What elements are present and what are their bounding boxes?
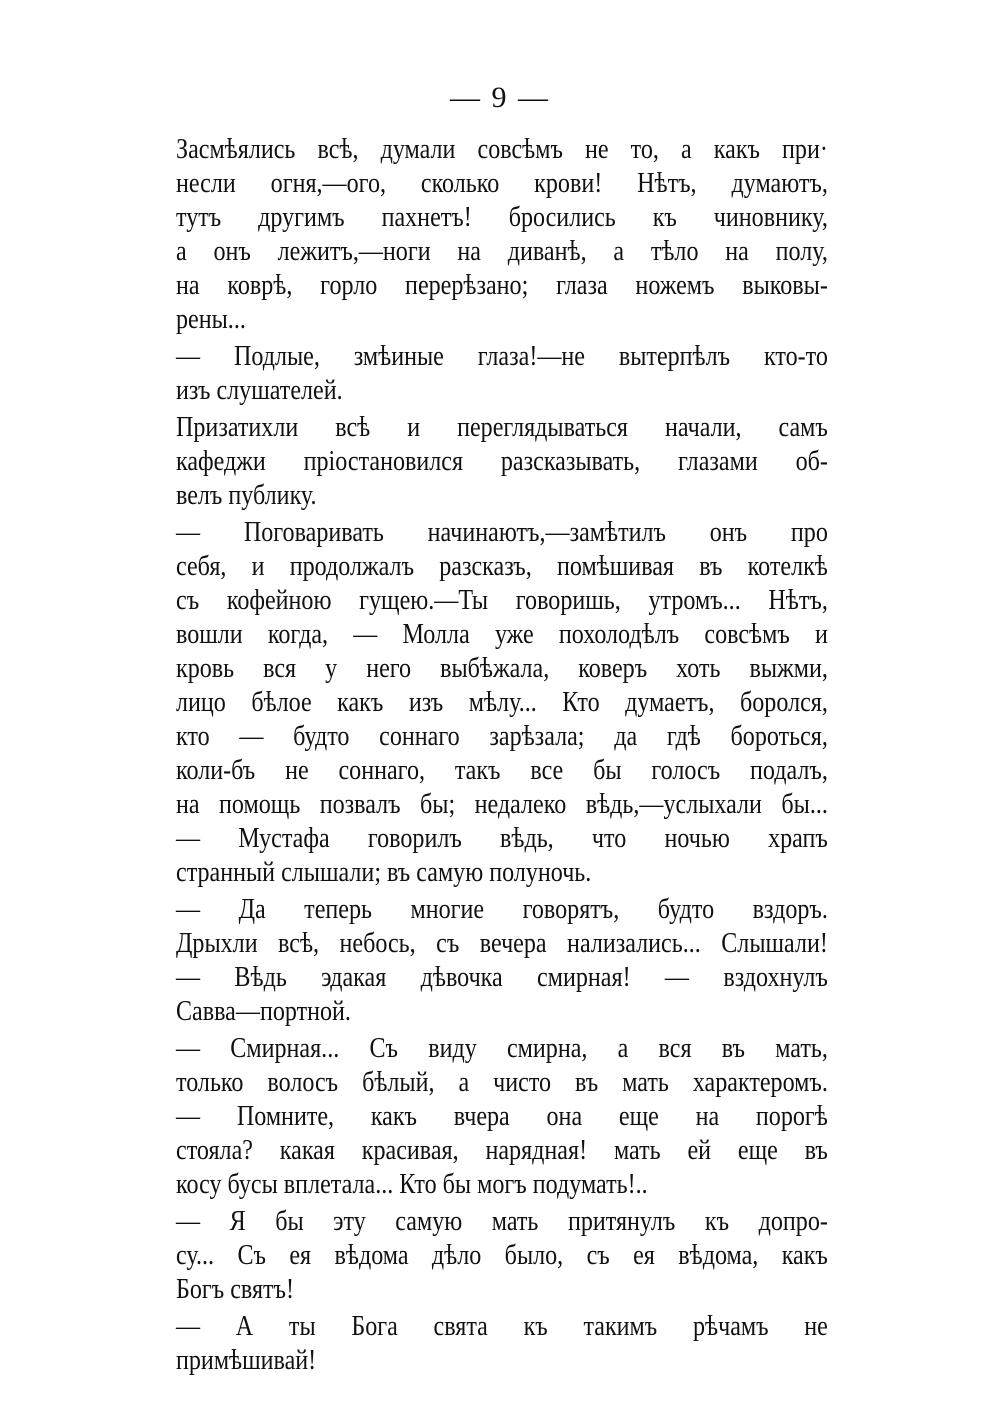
text-line: изъ слушателей. [176,375,343,406]
text-line: съ кофейною гущею.—Ты говоришь, утромъ... Нѣтъ, [176,585,828,616]
text-line: коли-бъ не соннаго, такъ все бы голосъ подалъ, [176,755,828,786]
text-line: — Помните, какъ вчера она еще на порогѣ [176,1101,828,1132]
text-line: Богъ святъ! [176,1274,295,1305]
text-line: рены... [176,304,246,335]
text-line: на коврѣ, горло перерѣзано; глаза ножемъ выковы- [176,270,828,301]
text-line: а онъ лежитъ,—ноги на диванѣ, а тѣло на полу, [176,236,828,267]
text-line: вошли когда, — Молла уже похолодѣлъ совсѣмъ и [176,619,828,650]
page-number: — 9 — [450,81,550,114]
text-line: — Смирная... Съ виду смирна, а вся въ мать, [176,1033,828,1064]
text-line: — Да теперь многие говорятъ, будто вздоръ. [176,894,828,925]
text-line: Призатихли всѣ и переглядываться начали, самъ [176,412,828,443]
text-line: — Поговаривать начинаютъ,—замѣтилъ онъ про [176,517,828,548]
text-line: кафеджи пріостановился разсказывать, глазами об- [176,446,828,477]
text-line: странный слышали; въ самую полуночь. [176,857,592,888]
text-line: велъ публику. [176,480,317,511]
text-line: лицо бѣлое какъ изъ мѣлу... Кто думаетъ, боролся, [176,687,828,718]
text-line: кто — будто соннаго зарѣзала; да гдѣ бороться, [176,721,828,752]
text-line: тутъ другимъ пахнетъ! бросились къ чиновнику, [176,202,828,233]
text-line: — Подлые, змѣиные глаза!—не вытерпѣлъ кто-то [176,341,828,372]
text-line: Дрыхли всѣ, небось, съ вечера нализались... Слышали! [176,928,828,959]
text-line: Засмѣялись всѣ, думали совсѣмъ не то, а какъ при· [176,134,828,165]
text-line: су... Съ ея вѣдома дѣло было, съ ея вѣдома, какъ [176,1240,828,1271]
text-line: косу бусы вплетала... Кто бы могъ подумать!.. [176,1169,648,1200]
text-body [176,133,828,1378]
text-line: — Мустафа говорилъ вѣдь, что ночью храпъ [176,823,828,854]
text-line: примѣшивай! [176,1345,317,1376]
text-line: несли огня,—ого, сколько крови! Нѣтъ, думаютъ, [176,168,828,199]
text-line: стояла? какая красивая, нарядная! мать ей еще въ [176,1135,828,1166]
text-line: себя, и продолжалъ разсказъ, помѣшивая въ котелкѣ [176,551,828,582]
text-line: — Я бы эту самую мать притянулъ къ допро- [176,1206,828,1237]
text-line: только волосъ бѣлый, а чисто въ мать характеромъ. [176,1067,828,1098]
text-line: Савва—портной. [176,996,351,1027]
text-line: на помощь позвалъ бы; недалеко вѣдь,—услыхали бы... [176,789,828,820]
text-line: — Вѣдь эдакая дѣвочка смирная! — вздохнулъ [176,962,828,993]
text-line: кровь вся у него выбѣжала, коверъ хоть выжми, [176,653,828,684]
text-line: — А ты Бога свята къ такимъ рѣчамъ не [176,1311,828,1342]
